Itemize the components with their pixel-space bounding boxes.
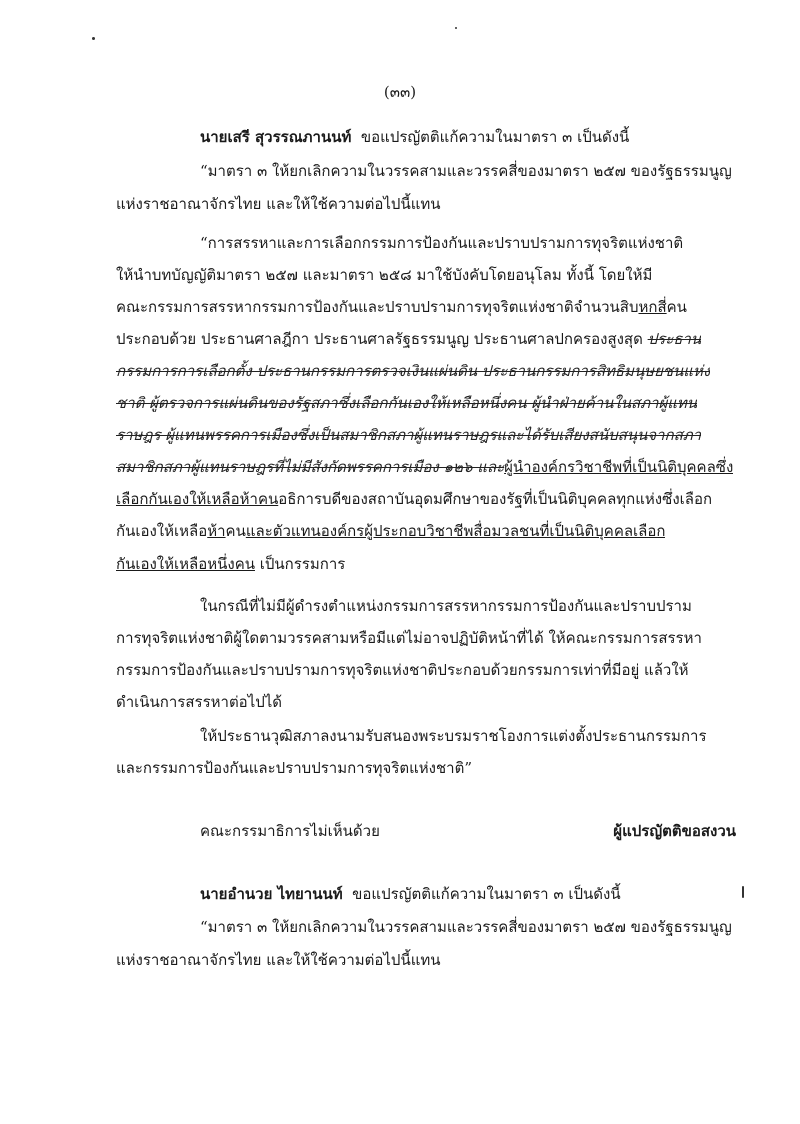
quote-text: คน (666, 298, 687, 316)
quote-line (116, 456, 733, 478)
quote-line: ดำเนินการสรรหาต่อไปได้ (116, 693, 283, 711)
quote-line: และกรรมการป้องกันและปราบปรามการทุจริตแห่งชาติ” (116, 759, 473, 777)
speaker-name: นายอำนวย ไทยานนท์ (200, 885, 343, 903)
quote-line: กรรมการป้องกันและปราบปรามการทุจริตแห่งชาติประกอบด้วยกรรมการเท่าที่มีอยู่ แล้วให้ (116, 661, 689, 679)
paragraph-line: แห่งราชอาณาจักรไทย และให้ใช้ความต่อไปนี้แทน (116, 951, 441, 969)
struck-line: ราษฎร ผู้แทนพรรคการเมืองซึ่งเป็นสมาชิกสภาผู้แทนราษฎรและได้รับเสียงสนับสนุนจากสภา (116, 426, 702, 444)
quote-line: ให้ประธานวุฒิสภาลงนามรับสนองพระบรมราชโองการแต่งตั้งประธานกรรมการ (200, 727, 707, 745)
amendment-intro: ขอแปรญัตติแก้ความในมาตรา ๓ เป็นดังนี้ (352, 885, 621, 903)
reservation-note: ผู้แปรญัตติขอสงวน (613, 822, 736, 840)
underlined-insertion: เลือกกันเองให้เหลือห้าคน (116, 490, 279, 508)
underlined-insertion: กันเองให้เหลือหนึ่งคน (116, 555, 255, 573)
quote-line: ให้นำบทบัญญัติมาตรา ๒๕๗ และมาตรา ๒๕๘ มาใช้บังคับโดยอนุโลม ทั้งนี้ โดยให้มี (116, 266, 653, 284)
speaker-line-2 (200, 883, 621, 905)
committee-opinion: คณะกรรมาธิการไม่เห็นด้วย (200, 822, 380, 840)
quote-text: อธิการบดีของสถาบันอุดมศึกษาของรัฐที่เป็นนิติบุคคลทุกแห่งซึ่งเลือก (278, 490, 713, 508)
quote-text: ประกอบด้วย ประธานศาลฎีกา ประธานศาลรัฐธรรมนูญ ประธานศาลปกครองสูงสุด (116, 330, 643, 348)
speaker-line-1 (200, 126, 629, 148)
scan-speck (455, 27, 457, 29)
paragraph-line: “มาตรา ๓ ให้ยกเลิกความในวรรคสามและวรรคสี่ของมาตรา ๒๕๗ ของรัฐธรรมนูญ (200, 918, 732, 936)
quote-text: เป็นกรรมการ (254, 555, 346, 573)
page-number: (๓๓) (383, 83, 417, 101)
quote-line: “การสรรหาและการเลือกกรรมการป้องกันและปราบปรามการทุจริตแห่งชาติ (200, 234, 684, 252)
quote-line (116, 553, 345, 575)
quote-line (116, 520, 665, 542)
struck-line: กรรมการการเลือกตั้ง ประธานกรรมการตรวจเงินแผ่นดิน ประธานกรรมการสิทธิมนุษยชนแห่ง (116, 362, 711, 380)
quote-text: คน (225, 522, 246, 540)
underlined-insertion: ห้า (207, 522, 226, 540)
quote-line: ในกรณีที่ไม่มีผู้ดำรงตำแหน่งกรรมการสรรหากรรมการป้องกันและปราบปราม (200, 597, 692, 615)
amendment-intro: ขอแปรญัตติแก้ความในมาตรา ๓ เป็นดังนี้ (360, 128, 630, 146)
quote-line: การทุจริตแห่งชาติผู้ใดตามวรรคสามหรือมีแต่ไม่อาจปฏิบัติหน้าที่ได้ ให้คณะกรรมการสรรหา (116, 629, 702, 647)
scan-speck (742, 886, 744, 898)
paragraph-line: แห่งราชอาณาจักรไทย และให้ใช้ความต่อไปนี้แทน (116, 195, 441, 213)
quote-text: คณะกรรมการสรรหากรรมการป้องกันและปราบปรามการทุจริตแห่งชาติจำนวนสิบ (116, 298, 639, 316)
quote-text: กันเองให้เหลือ (116, 522, 208, 540)
speaker-name: นายเสรี สุวรรณภานนท์ (200, 128, 352, 146)
quote-line (116, 328, 701, 350)
struck-text: ประธาน (647, 330, 702, 348)
underlined-insertion: หกสี่ (638, 298, 667, 316)
underlined-insertion: ผู้นำองค์กรวิชาชีพที่เป็นนิติบุคคลซึ่ง (504, 458, 734, 476)
quote-line (116, 296, 687, 318)
scan-speck (92, 37, 95, 40)
struck-line: ชาติ ผู้ตรวจการแผ่นดินของรัฐสภาซึ่งเลือกกันเองให้เหลือหนึ่งคน ผู้นำฝ่ายค้านในสภาผู้แทน (116, 394, 698, 412)
paragraph-line: “มาตรา ๓ ให้ยกเลิกความในวรรคสามและวรรคสี่ของมาตรา ๒๕๗ ของรัฐธรรมนูญ (200, 162, 732, 180)
struck-text: สมาชิกสภาผู้แทนราษฎรที่ไม่มีสังกัดพรรคการเมือง ๑๒๖ และ (116, 458, 505, 476)
underlined-insertion: และตัวแทนองค์กรผู้ประกอบวิชาชีพสื่อมวลชนที่เป็นนิติบุคคลเลือก (245, 522, 666, 540)
quote-line (116, 488, 712, 510)
